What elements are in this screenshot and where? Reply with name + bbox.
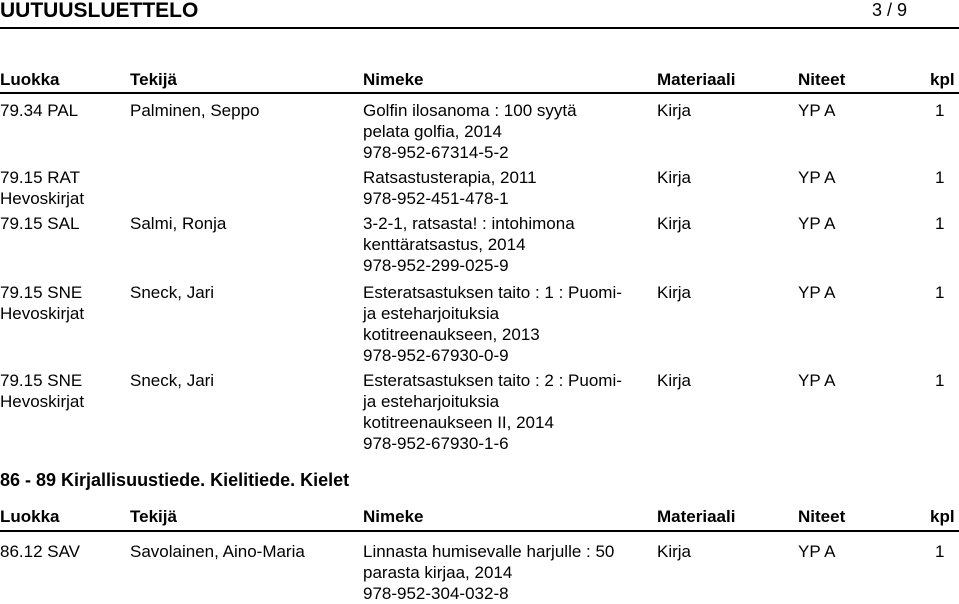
row-luokka: 79.34 PAL	[0, 101, 79, 120]
row-kpl: 1	[935, 101, 945, 120]
row-nimeke: Esteratsastuksen taito : 2 : Puomi- ja esteharjoituksia kotitreenaukseen II, 2014 978-952-67930-1-6	[363, 371, 622, 453]
row-kpl: 1	[935, 542, 945, 561]
row-niteet: YP A	[798, 214, 836, 233]
row-nimeke: 3-2-1, ratsasta! : intohimona kenttäratsastus, 2014 978-952-299-025-9	[363, 214, 575, 275]
header-materiaali: Materiaali	[657, 507, 736, 526]
section-heading: 86 - 89 Kirjallisuustiede. Kielitiede. Kielet	[0, 470, 350, 490]
row-materiaali: Kirja	[657, 101, 692, 120]
row-tekija: Salmi, Ronja	[130, 214, 227, 233]
row-niteet: YP A	[798, 371, 836, 390]
row-luokka: 79.15 RAT Hevoskirjat	[0, 168, 85, 208]
row-materiaali: Kirja	[657, 168, 692, 187]
header-rule	[0, 530, 959, 532]
header-nimeke: Nimeke	[363, 70, 424, 89]
row-nimeke: Linnasta humisevalle harjulle : 50 parasta kirjaa, 2014 978-952-304-032-8	[363, 542, 615, 603]
header-niteet: Niteet	[798, 70, 846, 89]
row-kpl: 1	[935, 371, 945, 390]
row-luokka: 79.15 SAL	[0, 214, 80, 233]
row-kpl: 1	[935, 214, 945, 233]
row-luokka: 86.12 SAV	[0, 542, 81, 561]
row-niteet: YP A	[798, 168, 836, 187]
row-tekija: Palminen, Seppo	[130, 101, 260, 120]
header-tekija: Tekijä	[130, 507, 177, 526]
header-kpl: kpl	[930, 70, 955, 89]
row-kpl: 1	[935, 168, 945, 187]
header-rule	[0, 92, 959, 94]
row-nimeke: Ratsastusterapia, 2011 978-952-451-478-1	[363, 168, 537, 208]
header-materiaali: Materiaali	[657, 70, 736, 89]
page-title: UUTUUSLUETTELO	[0, 0, 199, 22]
page-number: 3 / 9	[872, 0, 908, 20]
row-niteet: YP A	[798, 283, 836, 302]
row-materiaali: Kirja	[657, 214, 692, 233]
title-rule	[0, 27, 959, 29]
row-materiaali: Kirja	[657, 542, 692, 561]
header-luokka: Luokka	[0, 70, 60, 89]
row-tekija: Savolainen, Aino-Maria	[130, 542, 305, 561]
row-niteet: YP A	[798, 101, 836, 120]
row-nimeke: Esteratsastuksen taito : 1 : Puomi- ja esteharjoituksia kotitreenaukseen, 2013 978-952-67930-0-9	[363, 283, 622, 365]
row-tekija: Sneck, Jari	[130, 371, 215, 390]
row-materiaali: Kirja	[657, 283, 692, 302]
row-tekija: Sneck, Jari	[130, 283, 215, 302]
row-kpl: 1	[935, 283, 945, 302]
row-luokka: 79.15 SNE Hevoskirjat	[0, 371, 85, 411]
row-nimeke: Golfin ilosanoma : 100 syytä pelata golfia, 2014 978-952-67314-5-2	[363, 101, 577, 162]
header-tekija: Tekijä	[130, 70, 177, 89]
row-materiaali: Kirja	[657, 371, 692, 390]
row-niteet: YP A	[798, 542, 836, 561]
row-luokka: 79.15 SNE Hevoskirjat	[0, 283, 85, 323]
header-nimeke: Nimeke	[363, 507, 424, 526]
header-niteet: Niteet	[798, 507, 846, 526]
header-luokka: Luokka	[0, 507, 60, 526]
header-kpl: kpl	[930, 507, 955, 526]
